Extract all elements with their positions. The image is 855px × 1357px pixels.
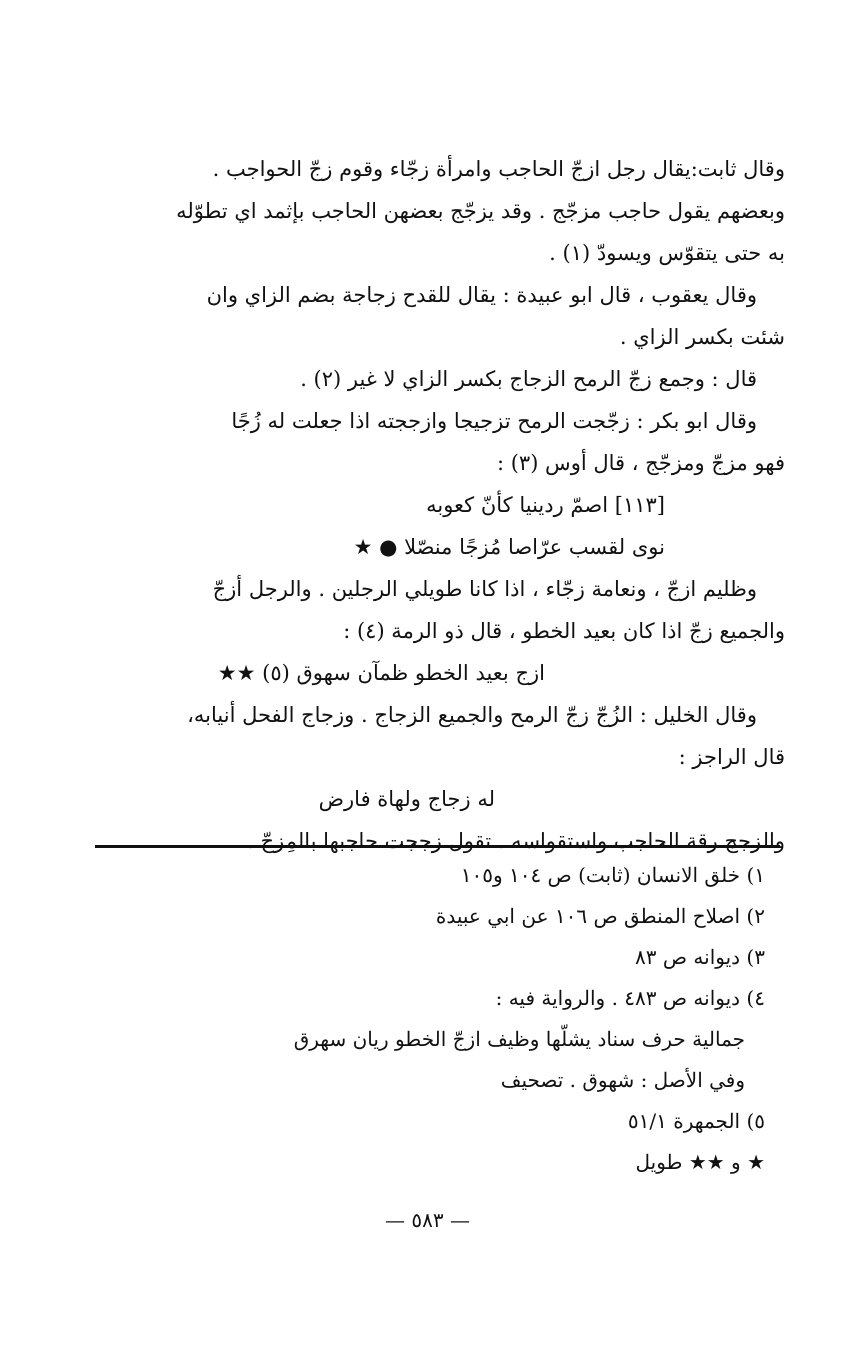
text-line: والزجج رقة الحاجب واستقواسه . تقول زججت حاجبها بالمِزجّ . bbox=[247, 829, 785, 853]
page-number: — ٥٨٣ — bbox=[385, 1208, 470, 1232]
verse-line: نوى لقسب عرّاصا مُزجًا منصّلا ● ★ bbox=[353, 535, 665, 559]
text-line: وقال ثابت:يقال رجل ازجّ الحاجب وامرأة زجّاء وقوم زجّ الحواجب . bbox=[212, 157, 785, 181]
verse-line: ازج بعيد الخطو ظمآن سهوق (٥) ★★ bbox=[217, 661, 545, 685]
footnotes bbox=[120, 855, 765, 1183]
text-line: به حتى يتقوّس ويسودّ (١) . bbox=[549, 241, 785, 265]
text-line: وقال يعقوب ، قال ابو عبيدة : يقال للقدح زجاجة بضم الزاي وان bbox=[206, 283, 757, 307]
main-text bbox=[100, 148, 785, 862]
text-line: شئت بكسر الزاي . bbox=[619, 325, 785, 349]
footnote: ★ و ★★ طويل bbox=[635, 1150, 765, 1174]
verse-line: له زجاج ولهاة فارض bbox=[318, 787, 495, 811]
footnote-note: وفي الأصل : شهوق . تصحيف bbox=[500, 1068, 745, 1092]
footnote-divider bbox=[95, 845, 780, 848]
text-line: قال الراجز : bbox=[678, 745, 785, 769]
footnote: ٥) الجمهرة ٥١/١ bbox=[627, 1109, 765, 1133]
text-line: والجميع زجّ اذا كان بعيد الخطو ، قال ذو الرمة (٤) : bbox=[343, 619, 785, 643]
text-line: وقال ابو بكر : زجّجت الرمح تزجيجا وازججته اذا جعلت له زُجًا bbox=[231, 409, 757, 433]
footnote: ٣) ديوانه ص ٨٣ bbox=[635, 945, 765, 969]
text-line: فهو مزجّ ومزجّج ، قال أوس (٣) : bbox=[496, 451, 785, 475]
footnote-verse: جمالية حرف سناد يشلّها وظيف ازجّ الخطو ريان سهرق bbox=[293, 1027, 745, 1051]
text-line: وقال الخليل : الزُجّ زجّ الرمح والجميع الزجاج . وزجاج الفحل أنيابه، bbox=[187, 703, 757, 727]
text-line: وبعضهم يقول حاجب مزجّج . وقد يزجّج بعضهن الحاجب بإثمد اي تطوّله bbox=[176, 199, 785, 223]
footnote: ٢) اصلاح المنطق ص ١٠٦ عن ابي عبيدة bbox=[435, 904, 765, 928]
text-line: وظليم ازجّ ، ونعامة زجّاء ، اذا كانا طويلي الرجلين . والرجل أزجّ bbox=[212, 577, 757, 601]
text-line: قال : وجمع زجّ الرمح الزجاج بكسر الزاي لا غير (٢) . bbox=[300, 367, 757, 391]
verse-line: [١١٣] اصمّ ردينيا كأنّ كعوبه bbox=[426, 493, 665, 517]
footnote: ١) خلق الانسان (ثابت) ص ١٠٤ و١٠٥ bbox=[460, 863, 765, 887]
footnote: ٤) ديوانه ص ٤٨٣ . والرواية فيه : bbox=[495, 986, 765, 1010]
